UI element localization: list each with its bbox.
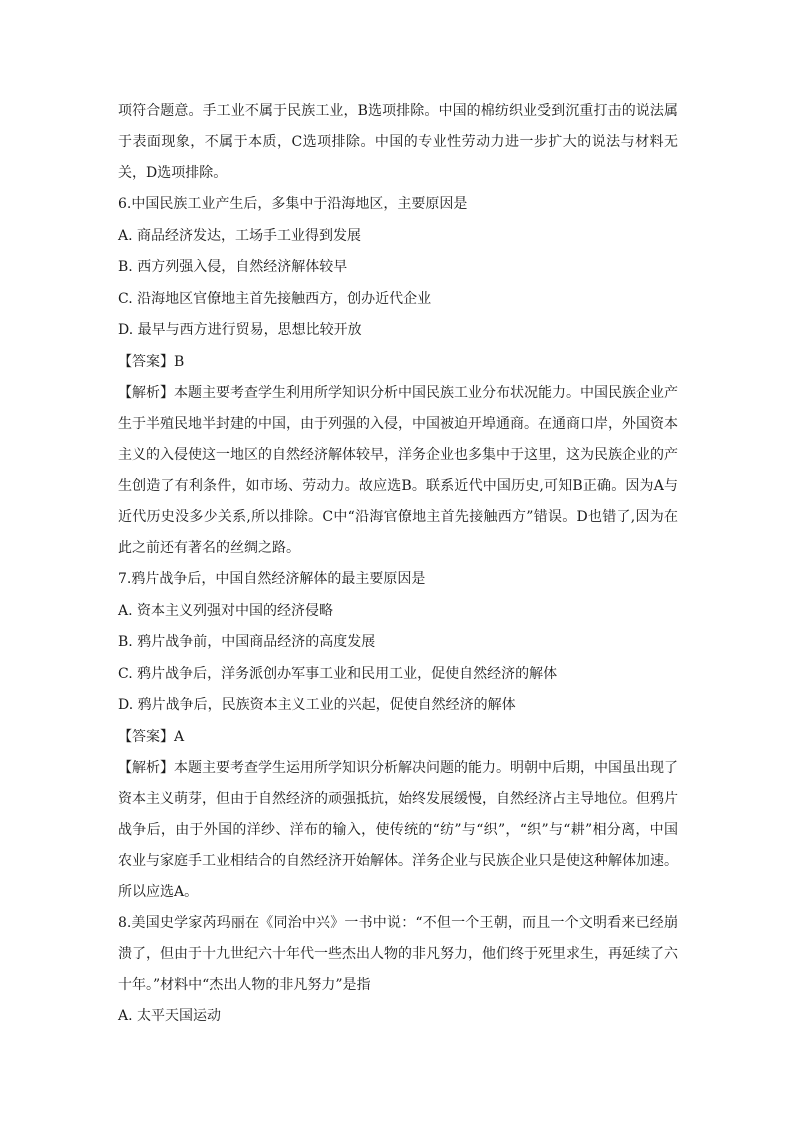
q6-option-d: D. 最早与西方进行贸易，思想比较开放 [118,322,362,338]
q7-option-b: B. 鸦片战争前，中国商品经济的高度发展 [118,634,376,650]
q7-explanation: 【解析】本题主要考查学生运用所学知识分析解决问题的能力。明朝中后期，中国虽出现了资本主义萌芽，但由于自然经济的顽强抵抗，始终发展缓慢，自然经济占主导地位。但鸦片战争后，由于外国的洋纱、洋布的输入，使传统的“纺”与“织”，“织”与“耕”相分离，中国农业与家庭手工业相结合的自然经济开始解体。洋务企业与民族企业只是使这种解体加速。所以应选A。 [118,760,678,900]
q7-option-c: C. 鸦片战争后，洋务派创办军事工业和民用工业，促使自然经济的解体 [118,665,558,682]
q7-stem: 7.鸦片战争后，中国自然经济解体的最主要原因是 [118,571,426,587]
q6-option-b: B. 西方列强入侵，自然经济解体较早 [118,259,348,275]
q6-stem: 6.中国民族工业产生后，多集中于沿海地区，主要原因是 [118,196,468,212]
q5-explanation-continued: 项符合题意。手工业不属于民族工业，B选项排除。中国的棉纺织业受到沉重打击的说法属于表面现象，不属于本质，C选项排除。中国的专业性劳动力进一步扩大的说法与材料无关，D选项排除。 [118,103,678,181]
q8-stem: 8.美国史学家芮玛丽在《同治中兴》一书中说：“不但一个王朝，而且一个文明看来已经崩溃了，但由于十九世纪六十年代一些杰出人物的非凡努力，他们终于死里求生，再延续了六十年。”材料中“杰出人物的非凡努力”是指 [118,915,678,993]
q6-option-a: A. 商品经济发达，工场手工业得到发展 [118,227,362,244]
document-page [118,96,678,1033]
q7-answer: 【答案】A [118,728,185,745]
q7-option-a: A. 资本主义列强对中国的经济侵略 [118,602,334,619]
q8-option-a: A. 太平天国运动 [118,1008,222,1024]
q6-answer: 【答案】B [118,353,185,370]
q7-option-d: D. 鸦片战争后，民族资本主义工业的兴起，促使自然经济的解体 [118,697,516,713]
q6-explanation: 【解析】本题主要考查学生利用所学知识分析中国民族工业分布状况能力。中国民族企业产生于半殖民地半封建的中国，由于列强的入侵，中国被迫开埠通商。在通商口岸，外国资本主义的入侵使这一地区的自然经济解体较早，洋务企业也多集中于这里，这为民族企业的产生创造了有利条件，如市场、劳动力。故应选B。联系近代中国历史,可知B正确。因为A与近代历史没多少关系,所以排除。C中“沿海官僚地主首先接触西方”错误。D也错了,因为在此之前还有著名的丝绸之路。 [118,385,678,556]
q6-option-c: C. 沿海地区官僚地主首先接触西方，创办近代企业 [118,290,432,307]
